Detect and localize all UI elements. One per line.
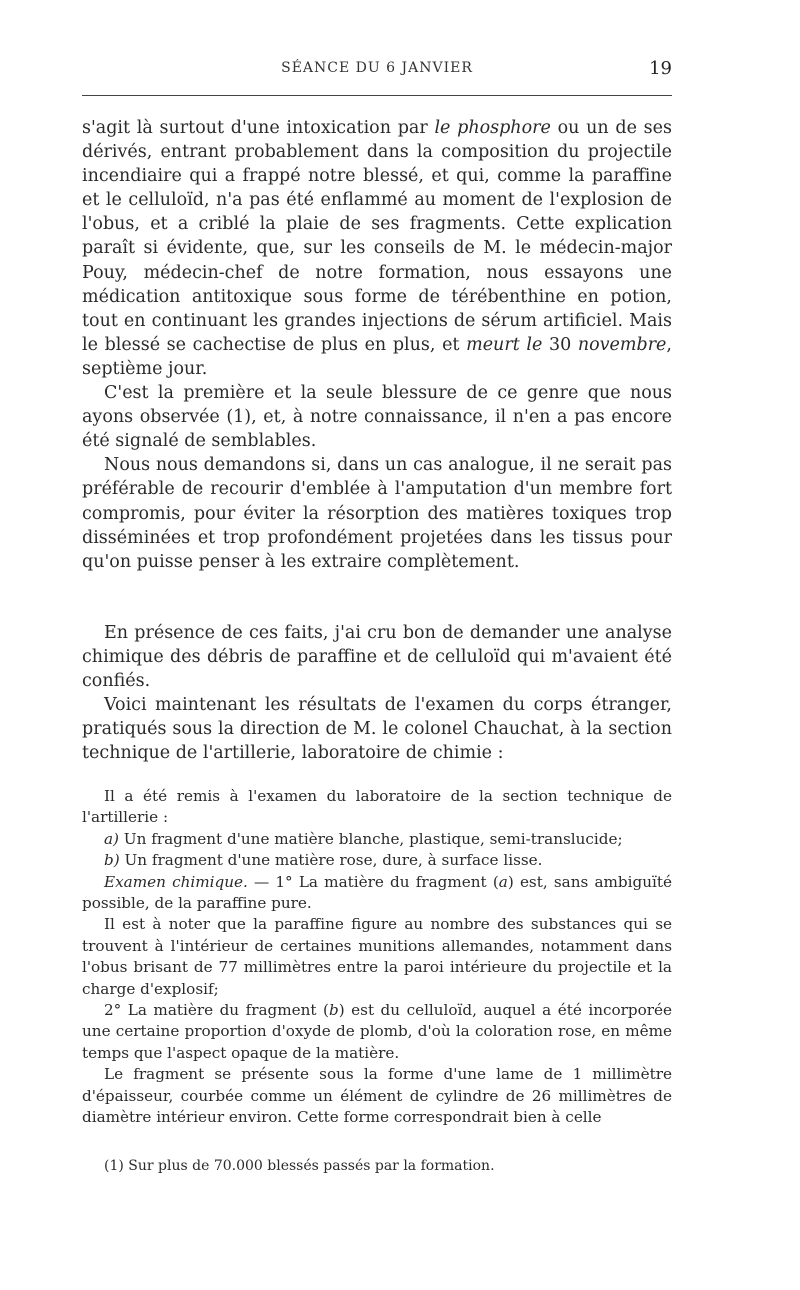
paragraph-5: Voici maintenant les résultats de l'examen du corps étranger, pratiqués sous la direction de M. le colonel Chauchat, à la section technique de l'artillerie, laboratoire de chimie : xyxy=(82,695,672,764)
italic-text: novembre xyxy=(577,334,667,355)
report-text: ) est du celluloïd, auquel a été incorporée une certaine proportion d'oxyde de plomb, d'où la coloration rose, en même temps que l'aspect opaque de la matière. xyxy=(82,1001,672,1062)
report-text: — 1° La matière du fragment ( xyxy=(247,872,499,891)
italic-text: meurt le xyxy=(466,334,543,355)
header-rule xyxy=(82,95,672,96)
paragraph-text: , septième jour. xyxy=(82,334,672,379)
italic-text: le phosphore xyxy=(434,118,551,138)
paragraph-2: C'est la première et la seule blessure de ce genre que nous ayons observée (1), et, à notre connaissance, il n'en a pas encore été signalé de semblables. xyxy=(82,383,672,452)
lab-report xyxy=(82,786,672,1129)
paragraph-text: 30 xyxy=(542,334,578,355)
paragraph-4: En présence de ces faits, j'ai cru bon de demander une analyse chimique des débris de paraffine et de celluloïd qui m'avaient été confiés. xyxy=(82,623,672,692)
report-text: ) est, sans ambiguïté possible, de la paraffine pure. xyxy=(82,872,672,913)
paragraph-1 xyxy=(82,116,672,381)
paragraph-text: s'agit là surtout d'une intoxication par xyxy=(82,118,435,138)
item-text: Un fragment d'une matière rose, dure, à surface lisse. xyxy=(119,851,543,870)
report-fragment-description: Le fragment se présente sous la forme d'une lame de 1 millimètre d'épaisseur, courbée comme un élément de cylindre de 26 millimètres de diamètre intérieur environ. Cette forme correspondrait bien à celle xyxy=(82,1065,672,1127)
item-ref: b xyxy=(328,1001,339,1020)
report-exam-2 xyxy=(82,1000,672,1064)
page-number: 19 xyxy=(649,58,672,79)
running-head: SÉANCE DU 6 JANVIER xyxy=(281,60,473,76)
report-intro: Il a été remis à l'examen du laboratoire de la section technique de l'artillerie : xyxy=(82,787,672,827)
item-text: Un fragment d'une matière blanche, plastique, semi-translucide; xyxy=(118,829,623,848)
footnote xyxy=(104,1156,672,1176)
paragraph-3: Nous nous demandons si, dans un cas analogue, il ne serait pas préférable de recourir d'emblée à l'amputation d'un membre fort compromis, pour éviter la résorption des matières toxiques trop disséminées et trop profondément projetées dans les tissus pour qu'on puisse penser à les extraire complètement. xyxy=(82,455,672,572)
body-text-upper xyxy=(82,116,672,574)
body-text-lower xyxy=(82,621,672,766)
report-item-b xyxy=(82,850,672,871)
report-text: 2° La matière du fragment ( xyxy=(104,1001,329,1020)
item-label: b) xyxy=(104,851,120,870)
report-exam-1 xyxy=(82,872,672,915)
paragraph-text: ou un de ses dérivés, entrant probablement dans la composition du projectile incendiaire qui a frappé notre blessé, et qui, comme la paraffine et le celluloïd, n'a pas été enflammé au moment de l'explosion de l'obus, et a criblé la plaie de ses fragments. Cette explication paraît si évidente, que, sur les conseils de M. le médecin-major Pouy, médecin-chef de notre formation, nous essayons une médication antitoxique sous forme de térébenthine en potion, tout en continuant les grandes injections de sérum artificiel. Mais le blessé se cachectise de plus en plus, et xyxy=(82,118,672,355)
item-ref: a xyxy=(498,872,508,891)
report-item-a xyxy=(82,829,672,850)
page-header xyxy=(82,58,672,86)
item-label: a) xyxy=(104,829,119,848)
section-heading: Examen chimique. xyxy=(104,872,248,891)
report-note: Il est à noter que la paraffine figure au nombre des substances qui se trouvent à l'intérieur de certaines munitions allemandes, notamment dans l'obus brisant de 77 millimètres entre la paroi intérieure du projectile et la charge d'explosif; xyxy=(82,915,672,998)
footnote-text: (1) Sur plus de 70.000 blessés passés par la formation. xyxy=(104,1158,495,1174)
